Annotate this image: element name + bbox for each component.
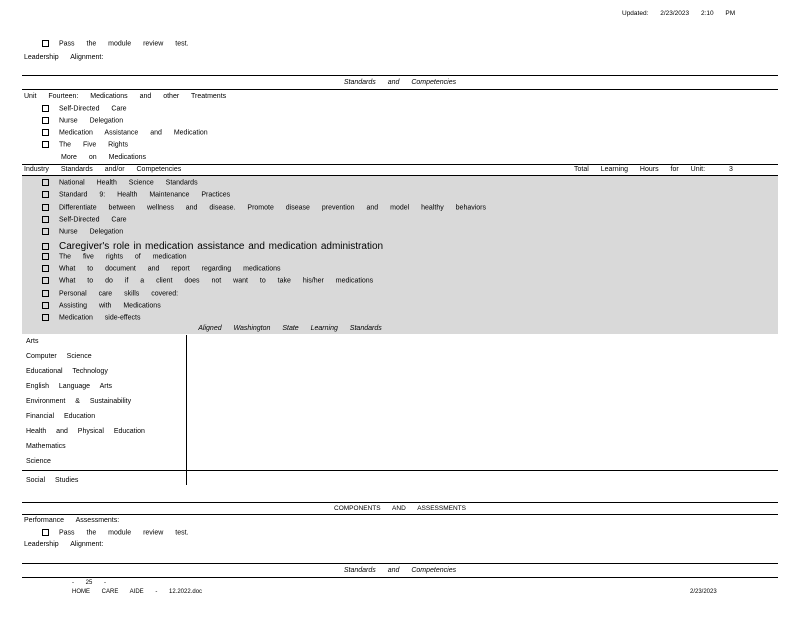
divider: [22, 75, 778, 76]
checkbox-icon: [42, 302, 49, 309]
industry-item: Personal care skills covered:: [24, 290, 778, 297]
unit-title: Unit Fourteen: Medications and other Treatments: [24, 93, 227, 100]
industry-item: Caregiver's role in medication assistance and medication administration: [24, 241, 778, 252]
checkbox-icon: [42, 204, 49, 211]
checkbox-icon: [42, 40, 49, 47]
checkbox-icon: [42, 105, 49, 112]
leadership-line-2: Leadership Alignment:: [24, 541, 104, 548]
updated-date: 2/23/2023: [660, 10, 690, 17]
subject-item: Arts: [26, 338, 39, 345]
checkbox-icon: [42, 117, 49, 124]
updated-stamp: [622, 10, 735, 17]
checkbox-icon: [42, 277, 49, 284]
divider: [22, 175, 778, 176]
unit-topic-item: Nurse Delegation: [24, 117, 778, 124]
divider: [22, 563, 778, 564]
divider: [22, 164, 778, 165]
pass-test-line: Pass the module review test.: [24, 40, 778, 47]
divider: [22, 89, 778, 90]
divider: [22, 577, 778, 578]
checkbox-icon: [42, 314, 49, 321]
subject-item: Health and Physical Education: [26, 428, 145, 435]
leadership-line: Leadership Alignment:: [24, 54, 104, 61]
doc-name: HOME CARE AIDE - 12.2022.doc: [72, 589, 203, 595]
subject-item: Social Studies: [26, 477, 79, 484]
subject-item: Mathematics: [26, 443, 66, 450]
checkbox-icon: [42, 529, 49, 536]
subject-item: Educational Technology: [26, 368, 108, 375]
updated-time: 2:10 PM: [700, 10, 736, 17]
subject-item: Computer Science: [26, 353, 92, 360]
industry-item: Self-Directed Care: [24, 216, 778, 223]
industry-item: Assisting with Medications: [24, 302, 778, 309]
subject-item: English Language Arts: [26, 383, 113, 390]
subject-item: Financial Education: [26, 413, 96, 420]
industry-label: Industry Standards and/or Competencies: [24, 166, 182, 173]
components-title: COMPONENTS AND ASSESSMENTS: [334, 505, 466, 512]
industry-item: Standard 9: Health Maintenance Practices: [24, 191, 778, 198]
divider: [22, 470, 778, 471]
checkbox-icon: [42, 265, 49, 272]
total-hours: Total Learning Hours for Unit: 3: [574, 166, 733, 173]
checkbox-icon: [42, 179, 49, 186]
unit-topic-item: Medication Assistance and Medication: [24, 129, 778, 136]
checkbox-icon: [42, 216, 49, 223]
page-number: - 25 -: [72, 580, 107, 586]
divider: [22, 502, 778, 503]
washington-title: Aligned Washington State Learning Standards: [198, 325, 382, 332]
industry-item: Medication side-effects: [24, 314, 778, 321]
divider: [22, 514, 778, 515]
industry-item: What to do if a client does not want to take his/her medications: [24, 277, 778, 284]
subject-item: Environment & Sustainability: [26, 398, 132, 405]
subject-item: Science: [26, 458, 51, 465]
industry-item: Nurse Delegation: [24, 228, 778, 235]
checkbox-icon: [42, 290, 49, 297]
performance-label: Performance Assessments:: [24, 517, 120, 524]
industry-item: Differentiate between wellness and disease. Promote disease prevention and model healthy behaviors: [24, 204, 778, 211]
more-on-medications: More on Medications: [61, 154, 146, 161]
pass-test-line-2: Pass the module review test.: [24, 529, 778, 536]
unit-topic-item: Self-Directed Care: [24, 105, 778, 112]
checkbox-icon: [42, 141, 49, 148]
updated-label: Updated:: [622, 10, 649, 17]
checkbox-icon: [42, 129, 49, 136]
industry-item: The five rights of medication: [24, 253, 778, 260]
standards-title-2: Standards and Competencies: [343, 567, 457, 574]
industry-item: National Health Science Standards: [24, 179, 778, 186]
checkbox-icon: [42, 253, 49, 260]
standards-title: Standards and Competencies: [343, 79, 457, 86]
checkbox-icon: [42, 243, 49, 250]
footer-date: 2/23/2023: [690, 589, 717, 595]
subjects-divider: [186, 335, 187, 485]
checkbox-icon: [42, 191, 49, 198]
industry-item: What to document and report regarding medications: [24, 265, 778, 272]
unit-topic-item: The Five Rights: [24, 141, 778, 148]
checkbox-icon: [42, 228, 49, 235]
